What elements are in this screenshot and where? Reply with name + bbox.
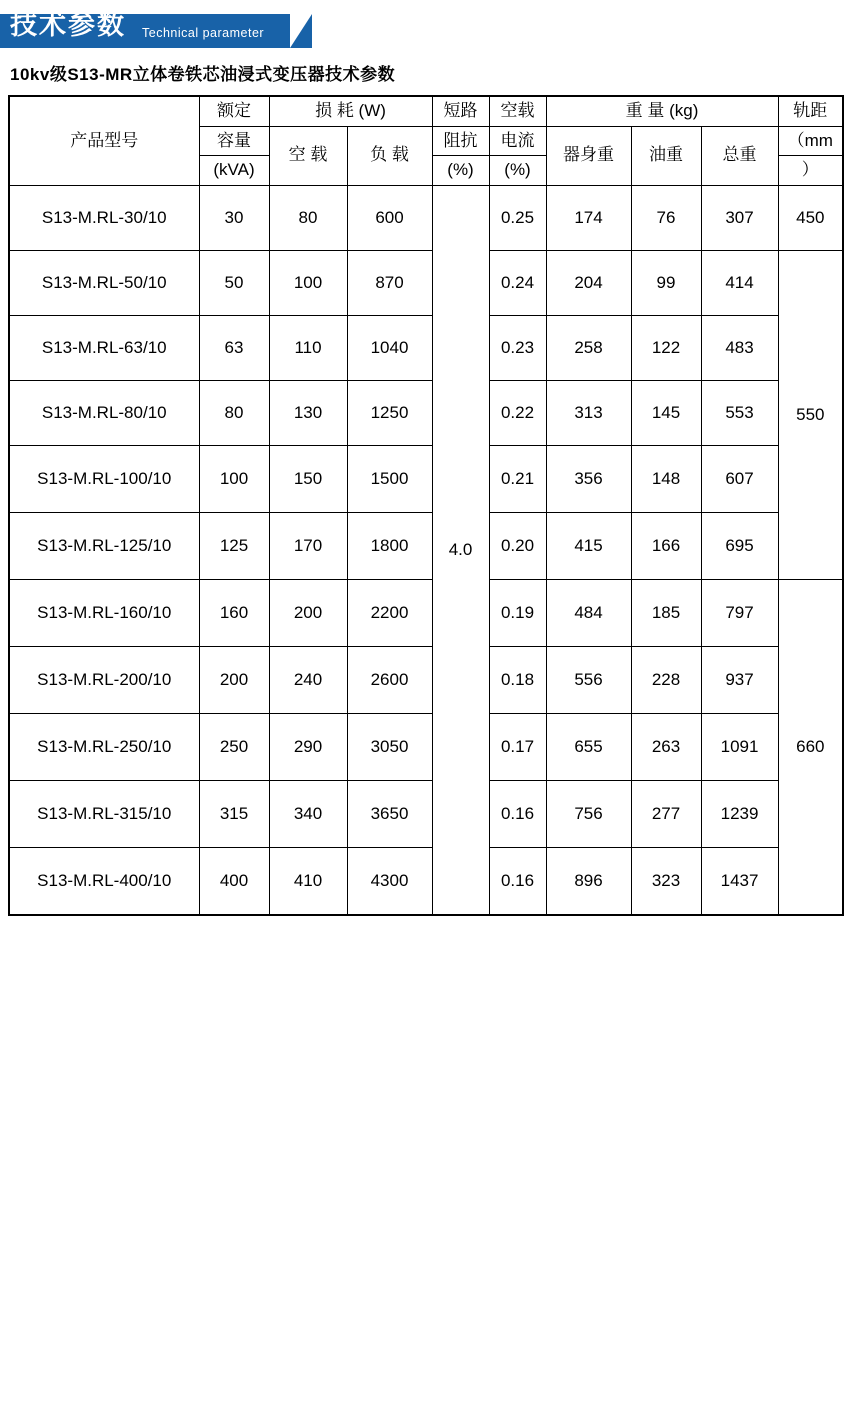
header-impedance-line3: (%): [432, 156, 489, 186]
cell-model: S13-M.RL-100/10: [9, 445, 199, 512]
cell-gauge-550: 550: [778, 250, 843, 579]
banner-bar-tail-icon: [290, 14, 312, 48]
cell-total-weight: 307: [701, 185, 778, 250]
cell-body-weight: 258: [546, 315, 631, 380]
cell-no-load-loss: 170: [269, 512, 347, 579]
cell-no-load-current: 0.16: [489, 847, 546, 915]
cell-model: S13-M.RL-160/10: [9, 579, 199, 646]
cell-body-weight: 356: [546, 445, 631, 512]
cell-no-load-loss: 150: [269, 445, 347, 512]
header-no-load-current-line1: 空载: [489, 96, 546, 126]
spec-table-wrapper: [0, 95, 850, 916]
cell-oil-weight: 148: [631, 445, 701, 512]
header-row-1: [9, 96, 843, 126]
table-row: [9, 185, 843, 250]
header-rated-capacity-line3: (kVA): [199, 156, 269, 186]
cell-total-weight: 607: [701, 445, 778, 512]
table-row: [9, 250, 843, 315]
cell-no-load-current: 0.22: [489, 380, 546, 445]
cell-total-weight: 1437: [701, 847, 778, 915]
cell-load-loss: 3650: [347, 780, 432, 847]
cell-body-weight: 556: [546, 646, 631, 713]
cell-load-loss: 1040: [347, 315, 432, 380]
cell-oil-weight: 277: [631, 780, 701, 847]
table-row: [9, 646, 843, 713]
cell-load-loss: 2200: [347, 579, 432, 646]
cell-load-loss: 1800: [347, 512, 432, 579]
cell-oil-weight: 145: [631, 380, 701, 445]
cell-model: S13-M.RL-80/10: [9, 380, 199, 445]
cell-no-load-current: 0.17: [489, 713, 546, 780]
table-body: [9, 185, 843, 915]
cell-model: S13-M.RL-50/10: [9, 250, 199, 315]
cell-capacity: 63: [199, 315, 269, 380]
cell-capacity: 125: [199, 512, 269, 579]
cell-gauge-450: 450: [778, 185, 843, 250]
cell-no-load-loss: 340: [269, 780, 347, 847]
cell-load-loss: 870: [347, 250, 432, 315]
page-banner: [0, 0, 850, 52]
cell-oil-weight: 185: [631, 579, 701, 646]
cell-model: S13-M.RL-30/10: [9, 185, 199, 250]
cell-capacity: 250: [199, 713, 269, 780]
header-weight-total: 总重: [701, 126, 778, 185]
table-row: [9, 847, 843, 915]
cell-body-weight: 204: [546, 250, 631, 315]
cell-no-load-loss: 410: [269, 847, 347, 915]
header-gauge-line2: （mm: [778, 126, 843, 156]
page-title: 10kv级S13-MR立体卷铁芯油浸式变压器技术参数: [10, 65, 396, 84]
cell-no-load-loss: 100: [269, 250, 347, 315]
table-row: [9, 780, 843, 847]
cell-capacity: 100: [199, 445, 269, 512]
banner-title-en: Technical parameter: [142, 26, 265, 40]
cell-capacity: 80: [199, 380, 269, 445]
cell-capacity: 200: [199, 646, 269, 713]
header-loss-no-load: 空 载: [269, 126, 347, 185]
cell-capacity: 50: [199, 250, 269, 315]
cell-capacity: 400: [199, 847, 269, 915]
table-row: [9, 713, 843, 780]
header-gauge-line1: 轨距: [778, 96, 843, 126]
header-weight-group: 重 量 (kg): [546, 96, 778, 126]
table-row: [9, 380, 843, 445]
header-loss-group: 损 耗 (W): [269, 96, 432, 126]
header-no-load-current-line2: 电流: [489, 126, 546, 156]
cell-no-load-loss: 80: [269, 185, 347, 250]
cell-total-weight: 1239: [701, 780, 778, 847]
cell-no-load-current: 0.19: [489, 579, 546, 646]
cell-no-load-current: 0.24: [489, 250, 546, 315]
cell-total-weight: 553: [701, 380, 778, 445]
header-weight-body: 器身重: [546, 126, 631, 185]
cell-body-weight: 313: [546, 380, 631, 445]
cell-no-load-loss: 200: [269, 579, 347, 646]
cell-capacity: 315: [199, 780, 269, 847]
cell-oil-weight: 166: [631, 512, 701, 579]
header-impedance-line1: 短路: [432, 96, 489, 126]
cell-no-load-loss: 290: [269, 713, 347, 780]
cell-no-load-current: 0.25: [489, 185, 546, 250]
cell-capacity: 160: [199, 579, 269, 646]
cell-load-loss: 4300: [347, 847, 432, 915]
table-row: [9, 315, 843, 380]
cell-capacity: 30: [199, 185, 269, 250]
cell-body-weight: 174: [546, 185, 631, 250]
cell-no-load-loss: 130: [269, 380, 347, 445]
cell-no-load-loss: 110: [269, 315, 347, 380]
cell-body-weight: 415: [546, 512, 631, 579]
cell-total-weight: 414: [701, 250, 778, 315]
cell-load-loss: 2600: [347, 646, 432, 713]
cell-load-loss: 600: [347, 185, 432, 250]
cell-body-weight: 655: [546, 713, 631, 780]
cell-no-load-current: 0.20: [489, 512, 546, 579]
cell-no-load-current: 0.16: [489, 780, 546, 847]
cell-body-weight: 484: [546, 579, 631, 646]
cell-body-weight: 896: [546, 847, 631, 915]
cell-oil-weight: 263: [631, 713, 701, 780]
table-row: [9, 512, 843, 579]
cell-model: S13-M.RL-250/10: [9, 713, 199, 780]
cell-load-loss: 3050: [347, 713, 432, 780]
cell-gauge-660: 660: [778, 579, 843, 915]
table-row: [9, 445, 843, 512]
cell-oil-weight: 323: [631, 847, 701, 915]
cell-no-load-current: 0.21: [489, 445, 546, 512]
cell-no-load-loss: 240: [269, 646, 347, 713]
header-model: 产品型号: [9, 96, 199, 185]
cell-total-weight: 483: [701, 315, 778, 380]
cell-oil-weight: 99: [631, 250, 701, 315]
header-rated-capacity-line2: 容量: [199, 126, 269, 156]
header-no-load-current-line3: (%): [489, 156, 546, 186]
cell-impedance: 4.0: [432, 185, 489, 915]
cell-oil-weight: 122: [631, 315, 701, 380]
header-weight-oil: 油重: [631, 126, 701, 185]
cell-no-load-current: 0.18: [489, 646, 546, 713]
header-impedance-line2: 阻抗: [432, 126, 489, 156]
cell-load-loss: 1500: [347, 445, 432, 512]
banner-title-cn: 技术参数: [10, 10, 126, 40]
cell-model: S13-M.RL-63/10: [9, 315, 199, 380]
table-row: [9, 579, 843, 646]
cell-total-weight: 1091: [701, 713, 778, 780]
header-rated-capacity-line1: 额定: [199, 96, 269, 126]
cell-no-load-current: 0.23: [489, 315, 546, 380]
cell-total-weight: 695: [701, 512, 778, 579]
cell-oil-weight: 76: [631, 185, 701, 250]
cell-model: S13-M.RL-315/10: [9, 780, 199, 847]
cell-total-weight: 937: [701, 646, 778, 713]
cell-model: S13-M.RL-200/10: [9, 646, 199, 713]
header-loss-load: 负 载: [347, 126, 432, 185]
cell-total-weight: 797: [701, 579, 778, 646]
cell-model: S13-M.RL-125/10: [9, 512, 199, 579]
cell-oil-weight: 228: [631, 646, 701, 713]
header-gauge-line3: ）: [778, 156, 843, 186]
cell-load-loss: 1250: [347, 380, 432, 445]
spec-table: [8, 95, 844, 916]
table-header: [9, 96, 843, 185]
cell-model: S13-M.RL-400/10: [9, 847, 199, 915]
cell-body-weight: 756: [546, 780, 631, 847]
